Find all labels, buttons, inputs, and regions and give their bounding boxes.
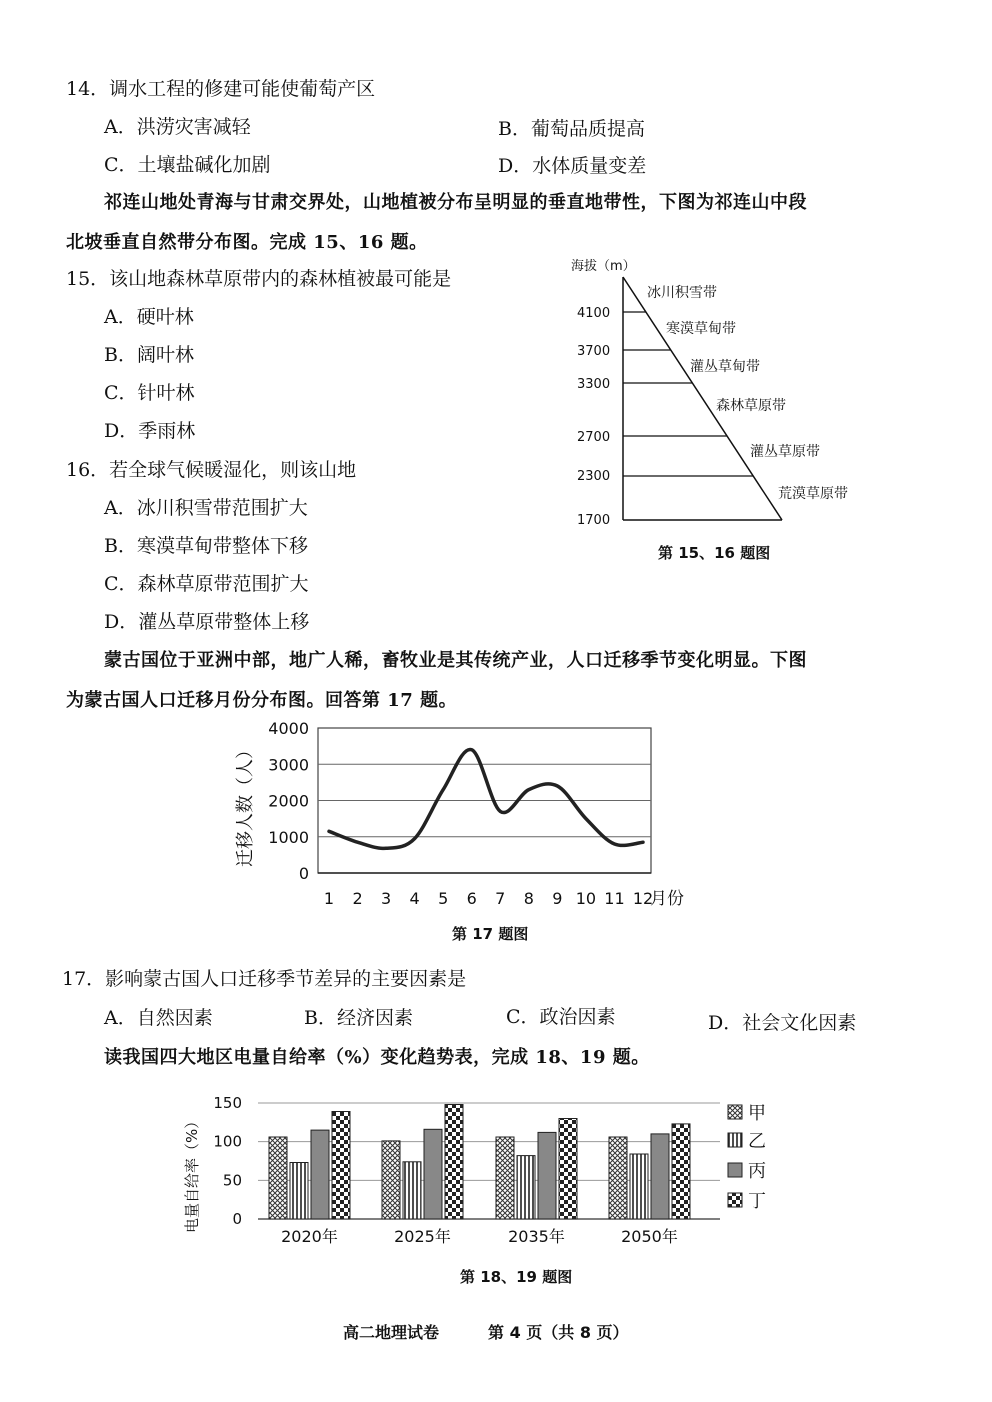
q17-option-b: B．经济因素 (304, 1007, 413, 1029)
power-self-sufficiency-bar-chart (180, 1088, 800, 1258)
y-tick-label: 150 (213, 1094, 242, 1112)
legend-swatch (728, 1193, 742, 1207)
x-tick-label: 5 (438, 889, 449, 908)
legend-label: 甲 (748, 1103, 766, 1124)
x-tick-label: 11 (604, 889, 625, 908)
vertical-zone-diagram (560, 250, 880, 570)
q15-option-a: A．硬叶林 (104, 306, 194, 328)
intro-18-19-line1: 读我国四大地区电量自给率（%）变化趋势表，完成 18、19 题。 (104, 1047, 650, 1068)
elevation-label: 3300 (577, 377, 611, 392)
legend-swatch (728, 1133, 742, 1147)
data-point (557, 785, 559, 787)
bar (424, 1129, 442, 1219)
footer-exam-title: 高二地理试卷 (343, 1323, 440, 1342)
q16-option-c: C．森林草原带范围扩大 (104, 573, 309, 595)
q15-option-d: D．季雨林 (104, 420, 196, 442)
data-point (328, 831, 330, 833)
elevation-label: 2300 (577, 469, 611, 484)
legend-label: 丁 (748, 1191, 766, 1212)
q14-option-c: C．土壤盐碱化加剧 (104, 154, 271, 176)
q15-stem: 15．该山地森林草原带内的森林植被最可能是 (66, 268, 452, 290)
x-tick-label: 3 (380, 889, 392, 908)
zone-label-desert-steppe: 荒漠草原带 (778, 486, 848, 502)
q17-stem: 17．影响蒙古国人口迁移季节差异的主要因素是 (62, 968, 467, 990)
x-tick-label: 10 (575, 889, 597, 908)
x-tick-label: 7 (495, 889, 506, 908)
elevation-label: 2700 (577, 430, 611, 445)
data-point (500, 811, 502, 813)
x-tick-label: 1 (323, 889, 335, 908)
intro-17-line2: 为蒙古国人口迁移月份分布图。回答第 17 题。 (66, 690, 458, 711)
zone-label-glacier: 冰川积雪带 (647, 285, 717, 301)
bar (496, 1137, 514, 1219)
bar (332, 1112, 350, 1220)
bar (672, 1124, 690, 1219)
y-tick-label: 100 (213, 1132, 242, 1151)
legend-swatch (728, 1163, 742, 1177)
figure-15-16-caption: 第 15、16 题图 (658, 544, 771, 562)
q17-option-c: C．政治因素 (506, 1006, 616, 1028)
footer-page-number: 第 4 页（共 8 页） (488, 1323, 629, 1342)
elevation-label: 3700 (577, 344, 611, 359)
intro-15-16-line2: 北坡垂直自然带分布图。完成 15、16 题。 (66, 232, 428, 253)
bar (538, 1132, 556, 1219)
data-point (385, 848, 387, 850)
data-point (585, 818, 587, 820)
y-tick-label: 1000 (268, 827, 309, 847)
migration-line-chart (225, 715, 705, 915)
q16-option-a: A．冰川积雪带范围扩大 (104, 497, 308, 519)
data-point (642, 841, 644, 843)
bar (290, 1163, 308, 1220)
y-tick-label: 4000 (268, 719, 309, 738)
x-tick-label: 4 (409, 889, 420, 908)
zone-label-cold-desert-meadow: 寒漠草甸带 (666, 321, 736, 337)
y-axis-label: 迁移人数（人） (235, 741, 256, 867)
bar (630, 1154, 648, 1219)
q14-option-d: D．水体质量变差 (498, 155, 647, 177)
x-tick-label: 2020年 (281, 1227, 338, 1246)
x-tick-label: 8 (523, 889, 534, 908)
bar (445, 1105, 463, 1220)
x-tick-label: 2025年 (394, 1227, 451, 1246)
figure-18-19-caption: 第 18、19 题图 (460, 1268, 573, 1286)
x-tick-label: 6 (466, 889, 477, 908)
figure-17-caption: 第 17 题图 (452, 925, 529, 943)
q15-option-c: C．针叶林 (104, 382, 195, 404)
data-point (414, 838, 416, 840)
data-point (528, 789, 530, 791)
zone-label-shrub-meadow: 灌丛草甸带 (690, 359, 760, 375)
bar (382, 1141, 400, 1219)
elevation-label: 4100 (577, 306, 611, 321)
bar (651, 1134, 669, 1219)
y-tick-label: 0 (232, 1210, 242, 1228)
bar (609, 1137, 627, 1219)
bar-y-axis-label: 电量自给率（%） (183, 1113, 201, 1233)
bar (517, 1156, 535, 1219)
q14-stem: 14．调水工程的修建可能使葡萄产区 (66, 78, 376, 100)
x-tick-label: 2035年 (508, 1227, 565, 1246)
elevation-label: 1700 (577, 513, 611, 528)
legend-swatch (728, 1105, 742, 1119)
intro-17-line1: 蒙古国位于亚洲中部，地广人稀，畜牧业是其传统产业，人口迁移季节变化明显。下图 (104, 650, 807, 671)
elevation-axis-label: 海拔（m） (571, 259, 636, 274)
q14-option-a: A．洪涝灾害减轻 (104, 116, 251, 138)
y-tick-label: 3000 (268, 755, 309, 775)
x-tick-label: 2050年 (621, 1227, 678, 1246)
x-tick-label: 9 (552, 889, 563, 908)
q14-option-b: B．葡萄品质提高 (498, 118, 645, 140)
x-axis-unit-label: 月份 (650, 889, 684, 909)
q16-stem: 16．若全球气候暖湿化，则该山地 (66, 459, 357, 481)
q17-option-a: A．自然因素 (104, 1007, 213, 1029)
data-point (614, 843, 616, 845)
bar (269, 1137, 287, 1219)
legend-label: 丙 (748, 1161, 766, 1182)
bar (559, 1119, 577, 1220)
legend-label: 乙 (748, 1131, 766, 1152)
q16-option-d: D．灌丛草原带整体上移 (104, 611, 310, 633)
x-tick-label: 2 (352, 889, 363, 908)
bar (311, 1130, 329, 1219)
zone-label-forest-steppe: 森林草原带 (716, 398, 786, 414)
intro-15-16-line1: 祁连山地处青海与甘肃交界处，山地植被分布呈明显的垂直地带性，下图为祁连山中段 (104, 192, 807, 213)
data-point (471, 749, 473, 751)
x-tick-label: 12 (632, 889, 654, 908)
data-point (442, 789, 444, 791)
q17-option-d: D．社会文化因素 (708, 1012, 857, 1034)
q16-option-b: B．寒漠草甸带整体下移 (104, 535, 308, 557)
bar (403, 1162, 421, 1219)
y-tick-label: 0 (298, 864, 309, 883)
y-tick-label: 2000 (268, 791, 309, 811)
data-point (357, 841, 359, 843)
q15-option-b: B．阔叶林 (104, 344, 194, 366)
y-tick-label: 50 (222, 1171, 242, 1190)
zone-label-shrub-steppe: 灌丛草原带 (750, 444, 820, 460)
